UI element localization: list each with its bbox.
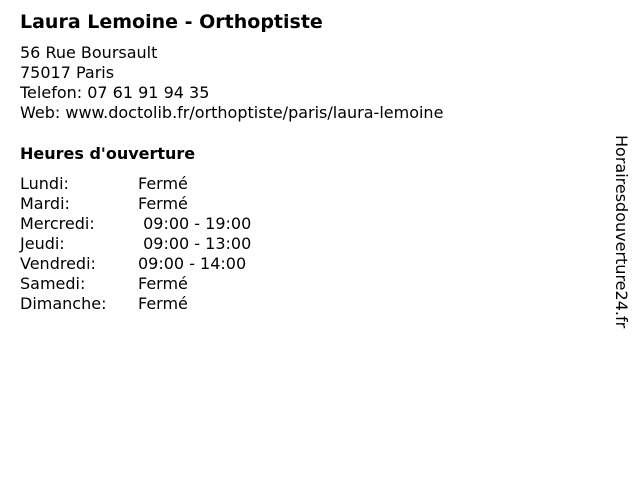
day-label: Mardi:	[20, 194, 70, 213]
hours-value: Fermé	[138, 294, 188, 313]
website-link: Web: www.doctolib.fr/orthoptiste/paris/laura-lemoine	[20, 103, 444, 122]
day-label: Dimanche:	[20, 294, 107, 313]
hours-row-tuesday	[20, 194, 251, 214]
day-label: Jeudi:	[20, 234, 65, 253]
site-watermark	[612, 135, 634, 347]
watermark-text: Horairesdouverture24.fr	[612, 135, 631, 329]
hours-row-monday	[20, 174, 251, 194]
hours-value: Fermé	[138, 174, 188, 193]
hours-value: Fermé	[138, 194, 188, 213]
hours-value: Fermé	[138, 274, 188, 293]
phone-number: Telefon: 07 61 91 94 35	[20, 83, 210, 102]
day-label: Mercredi:	[20, 214, 95, 233]
city-postcode: 75017 Paris	[20, 63, 115, 82]
hours-row-thursday	[20, 234, 251, 254]
day-label: Lundi:	[20, 174, 69, 193]
hours-value: 09:00 - 14:00	[138, 254, 247, 273]
hours-row-friday	[20, 254, 251, 274]
hours-row-wednesday	[20, 214, 251, 234]
hours-value: 09:00 - 13:00	[138, 234, 252, 253]
hours-value: 09:00 - 19:00	[138, 214, 252, 233]
street-address: 56 Rue Boursault	[20, 43, 158, 62]
address-block	[20, 43, 443, 123]
opening-hours-heading: Heures d'ouverture	[20, 144, 196, 163]
day-label: Vendredi:	[20, 254, 96, 273]
business-title: Laura Lemoine - Orthoptiste	[20, 11, 323, 33]
hours-row-sunday	[20, 294, 251, 314]
opening-hours-list	[20, 174, 251, 314]
day-label: Samedi:	[20, 274, 86, 293]
hours-row-saturday	[20, 274, 251, 294]
